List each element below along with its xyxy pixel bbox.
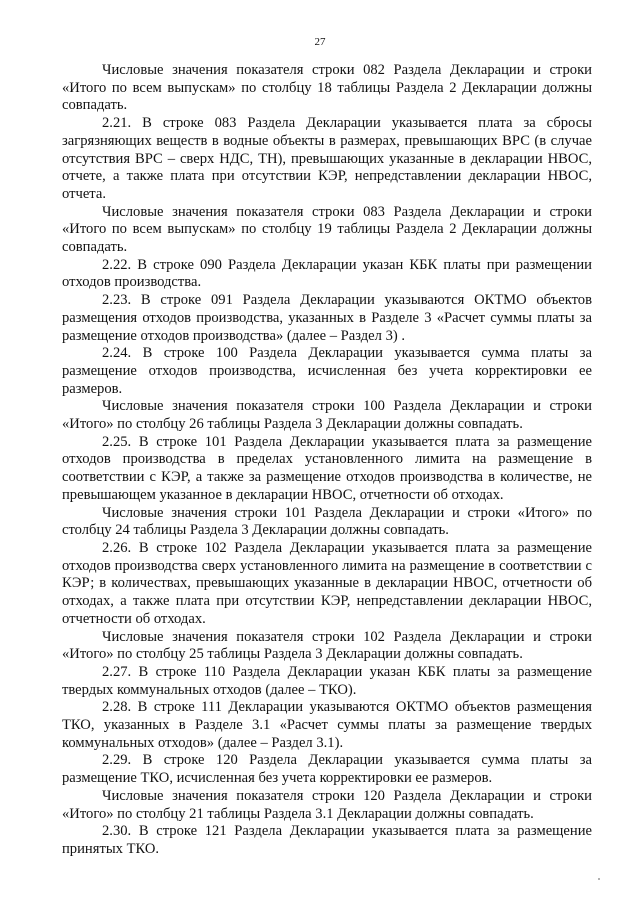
paragraph-102-check: Числовые значения показателя строки 102 Раздела Декларации и строки «Итого» по столбцу 25 таблицы Раздела 3 Декларации должны совпадать. (62, 628, 592, 663)
paragraph-2-26: 2.26. В строке 102 Раздела Декларации указывается плата за размещение отходов производства сверх установленного лимита на размещение в соответствии с КЭР; в количествах, превышающих указанные в декларации НВОС, отчетности об отходах, а также плата при отсутствии КЭР, непредставлении декларации НВОС, отчетности об отходах. (62, 539, 592, 627)
paragraph-2-22: 2.22. В строке 090 Раздела Декларации указан КБК платы при размещении отходов производства. (62, 256, 592, 291)
paragraph-2-23: 2.23. В строке 091 Раздела Декларации указываются ОКТМО объектов размещения отходов производства, указанных в Разделе 3 «Расчет суммы платы за размещение отходов производства» (далее – Раздел 3) . (62, 292, 592, 344)
paragraph-120-check: Числовые значения показателя строки 120 Раздела Декларации и строки «Итого» по столбцу 21 таблицы Раздела 3.1 Декларации должны совпадать. (62, 787, 592, 822)
scan-dot-mark (598, 878, 600, 880)
paragraph-083-check: Числовые значения показателя строки 083 Раздела Декларации и строки «Итого по всем выпускам» по столбцу 19 таблицы Раздела 2 Декларации должны совпадать. (62, 203, 592, 256)
paragraph-100-check: Числовые значения показателя строки 100 Раздела Декларации и строки «Итого» по столбцу 26 таблицы Раздела 3 Декларации должны совпадать. (62, 398, 592, 433)
paragraph-2-25: 2.25. В строке 101 Раздела Декларации указывается плата за размещение отходов производства в пределах установленного лимита на размещение в соответствии с КЭР, а также за размещение отходов производства в количестве, не превышающем указанное в декларации НВОС, отчетности об отходах. (62, 433, 592, 503)
paragraph-101-check: Числовые значения строки 101 Раздела Декларации и строки «Итого» по столбцу 24 таблицы Раздела 3 Декларации должны совпадать. (62, 504, 592, 539)
paragraph-2-30: 2.30. В строке 121 Раздела Декларации указывается плата за размещение принятых ТКО. (62, 823, 592, 857)
paragraph-2-28: 2.28. В строке 111 Декларации указываются ОКТМО объектов размещения ТКО, указанных в Разделе 3.1 «Расчет суммы платы за размещение твердых коммунальных отходов» (далее – Раздел 3.1). (62, 699, 592, 751)
paragraph-2-21: 2.21. В строке 083 Раздела Декларации указывается плата за сбросы загрязняющих веществ в водные объекты в размерах, превышающих ВРС (в случае отсутствия ВРС – сверх НДС, ТН), превышающих указанные в декларации НВОС, отчете, а также плата при отсутствии КЭР, непредставлении декларации НВОС, отчета. (62, 115, 592, 202)
paragraph-2-27: 2.27. В строке 110 Раздела Декларации указан КБК платы за размещение твердых коммунальных отходов (далее – ТКО). (62, 663, 592, 698)
paragraph-2-24: 2.24. В строке 100 Раздела Декларации указывается сумма платы за размещение отходов производства, исчисленная без учета корректировки ее размеров. (62, 345, 592, 397)
page-number: 27 (314, 36, 326, 48)
document-body (62, 62, 592, 859)
paragraph-082-check: Числовые значения показателя строки 082 Раздела Декларации и строки «Итого по всем выпускам» по столбцу 18 таблицы Раздела 2 Декларации должны совпадать. (62, 62, 592, 114)
paragraph-2-29: 2.29. В строке 120 Раздела Декларации указывается сумма платы за размещение ТКО, исчисленная без учета корректировки ее размеров. (62, 752, 592, 787)
